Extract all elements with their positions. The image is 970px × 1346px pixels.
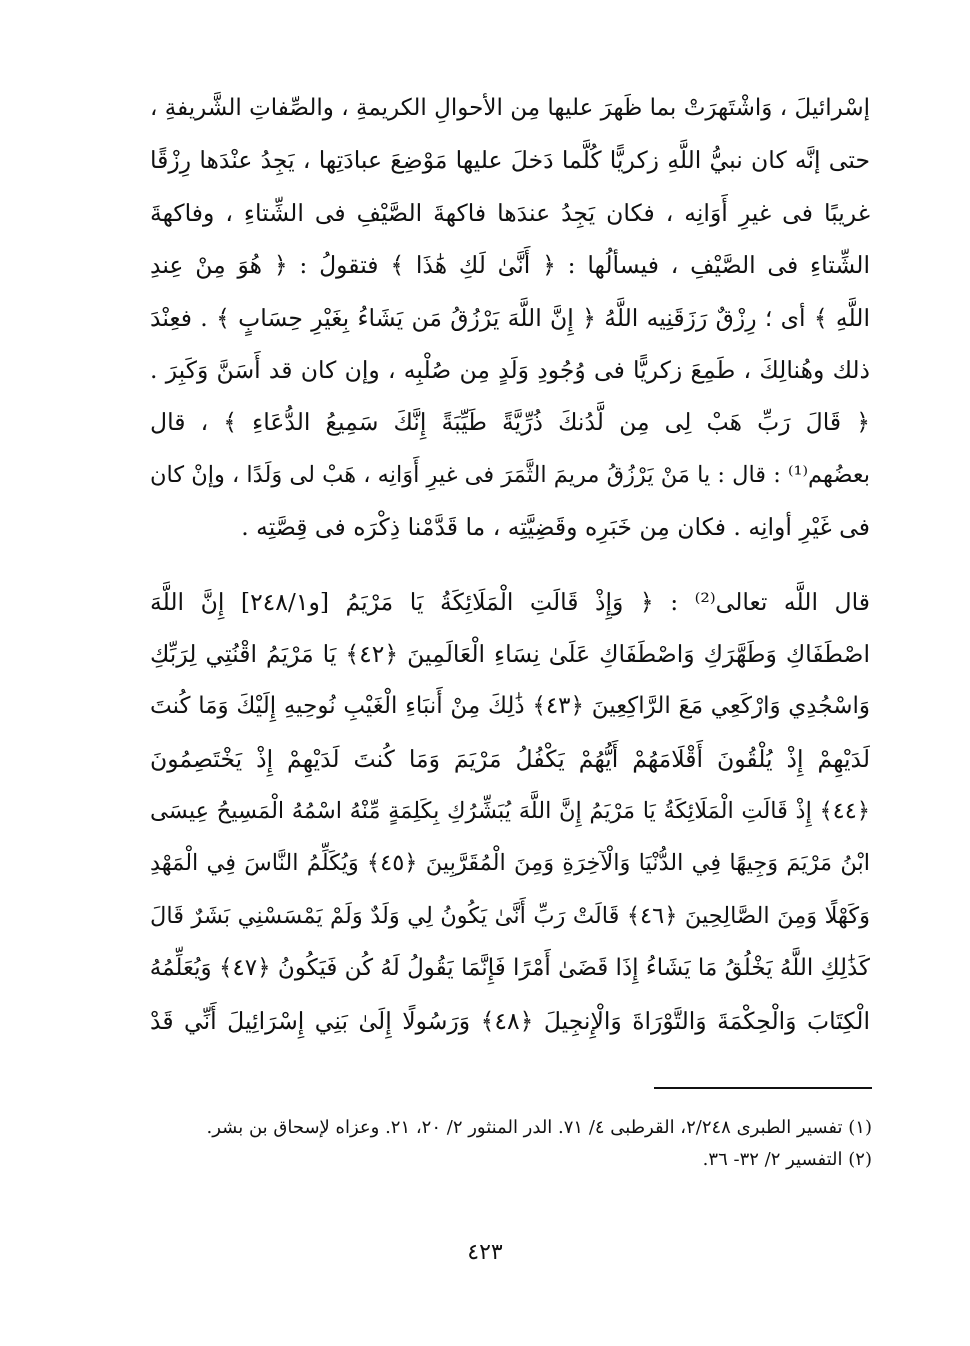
verse-line: لَدَيْهِمْ إِذْ يُلْقُونَ أَقْلَامَهُمْ أَيُّهُمْ يَكْفُلُ مَرْيَمَ وَمَا كُنتَ لَدَيْهِمْ إِذْ يَخْتَصِمُونَ — [150, 744, 870, 773]
verse-line: ابْنُ مَرْيَمَ وَجِيهًا فِي الدُّنْيَا وَالْآخِرَةِ وَمِنَ الْمُقَرَّبِينَ ﴿٤٥﴾ وَيُكَلِّمُ النَّاسَ فِي الْمَهْدِ — [150, 850, 870, 877]
verse-line: وَاسْجُدِي وَارْكَعِي مَعَ الرَّاكِعِينَ ﴿٤٣﴾ ذَٰلِكَ مِنْ أَنبَاءِ الْغَيْبِ نُوحِيهِ إِلَيْكَ وَمَا كُنتَ — [150, 693, 870, 720]
verse-line: كَذَٰلِكِ اللَّهُ يَخْلُقُ مَا يَشَاءُ إِذَا قَضَىٰ أَمْرًا فَإِنَّمَا يَقُولُ لَهُ كُن فَيَكُونُ ﴿٤٧﴾ وَيُعَلِّمُهُ — [150, 955, 870, 982]
footnote-separator — [654, 1087, 872, 1089]
footnote: (٢) التفسير ٢/ ٣٢- ٣٦. — [702, 1149, 872, 1170]
footnote: (١) تفسير الطبرى ٢/٢٤٨، القرطبى ٤/ ٧١. الدر المنثور ٢/ ٢٠، ٢١. وعزاه لإسحاق بن بشر. — [206, 1117, 872, 1138]
footnotes — [150, 1112, 872, 1176]
text-line: بعضُهم⁽¹⁾ : قال : يا مَنْ يَرْزُقُ مريمَ الثَّمَرَ فى غيرِ أَوَانِه ، هَبْ لى وَلَدًا ، وإنْ كان — [150, 461, 870, 488]
text-line: إسْرائيلَ ، وَاشْتَهرَتْ بما ظَهرَ عليها مِن الأحوالِ الكريمةِ ، والصِّفاتِ الشَّريفةِ ، — [150, 95, 870, 121]
text-line: حتى إنَّه كان نبيُّ اللَّهِ زكريًّا كُلَّما دَخلَ عليها مَوْضِعَ عبادَتِها ، يَجِدُ عنْدَها رِزْقًا — [150, 146, 870, 175]
text-line: ﴿ قَالَ رَبِّ هَبْ لِى مِن لَّدُنكَ ذُرِّيَّةً طَيِّبَةً إِنَّكَ سَمِيعُ الدُّعَاءِ ﴾ ، قال — [150, 408, 870, 437]
text-line: ذلك وهُنالِكَ ، طَمِعَ زكريًّا فى وُجُودِ وَلَدٍ مِن صُلْبِه ، وإن كان قد أَسَنَّ وَكَبِرَ . — [150, 355, 870, 384]
verse-line: وَكَهْلًا وَمِنَ الصَّالِحِينَ ﴿٤٦﴾ قَالَتْ رَبِّ أَنَّىٰ يَكُونُ لِي وَلَدٌ وَلَمْ يَمْسَسْنِي بَشَرٌ قَالَ — [150, 902, 870, 929]
text-line: اللَّهِ ﴾ أى ؛ رِزْقٌ رَزَقَنِيه اللَّهُ ﴿ إِنَّ اللَّهَ يَرْزُقُ مَن يَشَاءُ بِغَيْرِ حِسَابٍ ﴾ . فعِنْدَ — [150, 303, 870, 332]
text-line: الشِّتاءِ فى الصَّيْفِ ، فيسألُها : ﴿ أَنَّىٰ لَكِ هَٰذَا ﴾ فتقولُ : ﴿ هُوَ مِنْ عِندِ — [150, 251, 870, 280]
page-number: ٤٢٣ — [467, 1240, 503, 1265]
verse-line: الْكِتَابَ وَالْحِكْمَةَ وَالتَّوْرَاةَ وَالْإِنجِيلَ ﴿٤٨﴾ وَرَسُولًا إِلَىٰ بَنِي إِسْرَائِيلَ أَنِّي قَدْ — [150, 1006, 870, 1035]
text-line: غريبًا فى غيرِ أَوَانِه ، فكان يَجِدُ عندَها فاكهةَ الصَّيْفِ فى الشِّتاءِ ، وفاكهةَ — [150, 198, 870, 227]
text-line: فى غَيْرِ أوانِه . فكان مِن خَبَرِه وقَضِيَّتِه ، ما قَدَّمْنا ذِكْرَه فى قِصَّتِه . — [241, 513, 870, 542]
verse-line: ﴿٤٤﴾ إِذْ قَالَتِ الْمَلَائِكَةُ يَا مَرْيَمُ إِنَّ اللَّهَ يُبَشِّرُكِ بِكَلِمَةٍ مِّنْهُ اسْمُهُ الْمَسِيحُ عِيسَى — [150, 798, 870, 825]
main-text — [150, 82, 870, 1047]
verse-line: اصْطَفَاكِ وَطَهَّرَكِ وَاصْطَفَاكِ عَلَىٰ نِسَاءِ الْعَالَمِينَ ﴿٤٢﴾ يَا مَرْيَمُ اقْنُتِي لِرَبِّكِ — [150, 639, 870, 668]
verse-line: قال اللَّه تعالى⁽²⁾ : ﴿ وَإِذْ قَالَتِ الْمَلَائِكَةُ يَا مَرْيَمُ [و٢٤٨/١] إِنَّ اللَّهَ — [150, 587, 870, 616]
